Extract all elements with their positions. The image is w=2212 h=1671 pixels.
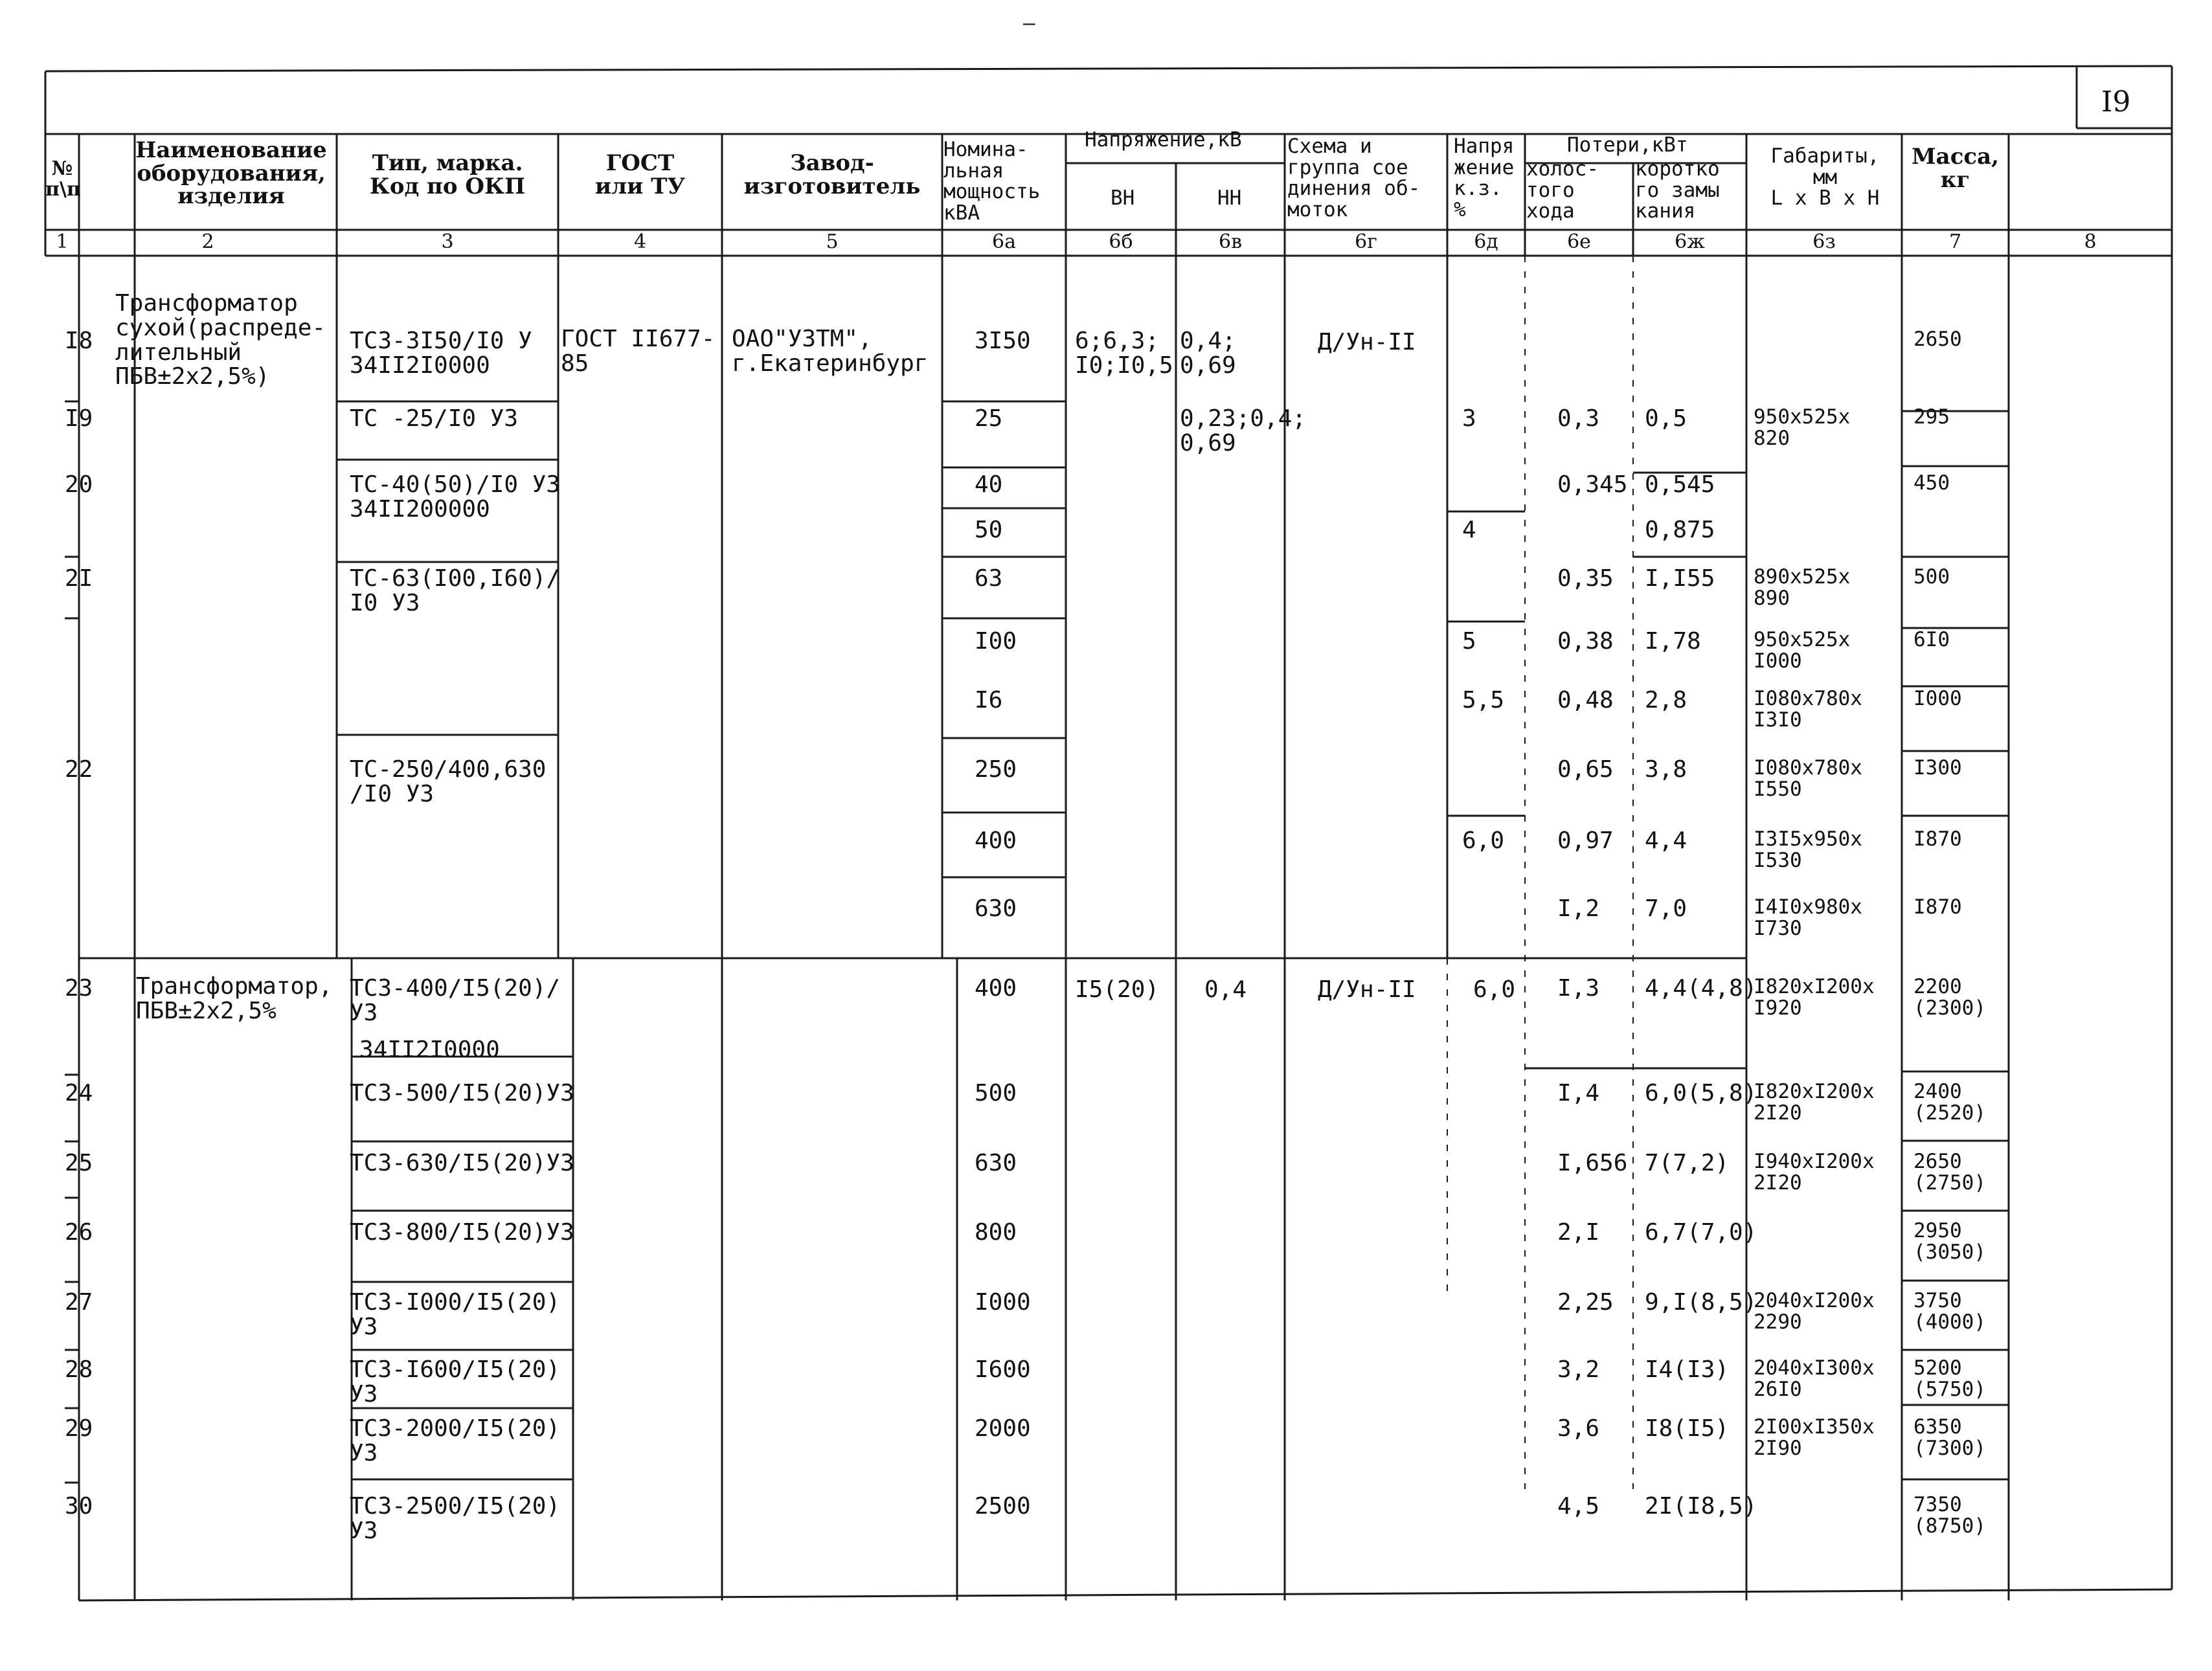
row-mass: 2200 (2300) <box>1913 975 1986 1020</box>
column-number: 6д <box>1474 230 1498 253</box>
header-number: № п\п <box>45 157 81 201</box>
header-voltage: Напряжение,кВ <box>1085 128 1242 151</box>
row-p0: I,656 <box>1557 1150 1628 1176</box>
row-p0: I,3 <box>1557 975 1600 1002</box>
group2-name: Трансформатор, ПБВ±2х2,5% <box>136 973 333 1024</box>
row-dimensions: I3I5х950х I530 <box>1754 827 1862 872</box>
group2-vn: I5(20) <box>1075 976 1160 1003</box>
column-number: 6г <box>1355 230 1377 253</box>
column-number: 5 <box>826 230 839 253</box>
row-dimensions: I940хI200х 2I20 <box>1754 1150 1875 1194</box>
row-mass: I300 <box>1913 756 1962 779</box>
row-pk: 7(7,2) <box>1645 1150 1730 1176</box>
row-dimensions: 950х525х 820 <box>1754 405 1851 450</box>
row-power: I00 <box>975 628 1017 655</box>
row-uk: 4 <box>1462 517 1476 543</box>
header-scheme: Схема и группа сое динения об- моток <box>1287 135 1421 221</box>
header-p0: холос- того хода <box>1526 157 1599 223</box>
header-mass: Масса, кг <box>1912 144 1999 193</box>
row-number: 20 <box>65 471 93 498</box>
row-dimensions: 890х525х 890 <box>1754 565 1851 610</box>
row-dimensions: I080х780х I3I0 <box>1754 687 1862 732</box>
row-power: 630 <box>975 1150 1017 1176</box>
top-mark: – <box>1023 12 1035 35</box>
page-number: I9 <box>2101 85 2131 118</box>
row-code: 34II2I0000 <box>359 1037 500 1063</box>
row-power: 400 <box>975 827 1017 854</box>
column-number: 6а <box>992 230 1016 253</box>
row-uk: 5,5 <box>1462 687 1505 713</box>
row-type: ТС-40(50)/I0 УЗ 34II200000 <box>350 471 561 522</box>
row-power: 63 <box>975 565 1003 592</box>
row-pk: 6,0(5,8) <box>1645 1080 1757 1106</box>
row-number: I8 <box>65 328 93 354</box>
row-p0: 0,97 <box>1557 827 1614 854</box>
column-number: 6в <box>1219 230 1242 253</box>
row-mass: 450 <box>1913 471 1950 495</box>
group1-scheme: Д/Ун-II <box>1318 329 1416 355</box>
row-power: 630 <box>975 895 1017 922</box>
row-dimensions: I820хI200х I920 <box>1754 975 1875 1020</box>
row-pk: I4(I3) <box>1645 1356 1730 1383</box>
row-nn: 0,23;0,4; 0,69 <box>1180 405 1307 456</box>
row-p0: 0,48 <box>1557 687 1614 713</box>
row-number: 30 <box>65 1493 93 1520</box>
row-power: 50 <box>975 517 1003 543</box>
row-mass: 2650 (2750) <box>1913 1150 1986 1194</box>
row-mass: 2400 (2520) <box>1913 1080 1986 1125</box>
row-mass: 2950 (3050) <box>1913 1219 1986 1264</box>
header-name: Наименование оборудования, изделия <box>135 137 327 210</box>
column-number: 3 <box>441 230 454 253</box>
group2-scheme: Д/Ун-II <box>1318 976 1416 1003</box>
row-mass: I000 <box>1913 687 1962 710</box>
row-mass: 500 <box>1913 565 1950 589</box>
header-dimensions: Габариты, мм L x B x H <box>1770 144 1880 210</box>
row-mass: 5200 (5750) <box>1913 1356 1986 1401</box>
row-number: 26 <box>65 1219 93 1246</box>
row-pk: 4,4 <box>1645 827 1687 854</box>
group1-manufacturer: ОАО"УЗТМ", г.Екатеринбург <box>732 326 929 377</box>
row-power: 2500 <box>975 1493 1031 1520</box>
column-number: 1 <box>56 230 69 253</box>
row-dimensions: 2040хI300х 26I0 <box>1754 1356 1875 1401</box>
row-pk: 9,I(8,5) <box>1645 1289 1757 1316</box>
header-nn: НН <box>1217 186 1242 210</box>
row-mass: I870 <box>1913 827 1962 851</box>
row-type: ТС-250/400,630 /I0 УЗ <box>350 756 547 807</box>
row-nn: 0,4; 0,69 <box>1180 328 1236 379</box>
row-type: ТСЗ-2500/I5(20) УЗ <box>350 1493 561 1544</box>
group1-gost: ГОСТ II677- 85 <box>561 326 716 377</box>
header-gost: ГОСТ или ТУ <box>594 150 686 199</box>
row-dimensions: I080х780х I550 <box>1754 756 1862 801</box>
row-pk: 0,875 <box>1645 517 1715 543</box>
row-pk: 7,0 <box>1645 895 1687 922</box>
row-number: 22 <box>65 756 93 783</box>
row-mass: 3750 (4000) <box>1913 1289 1986 1334</box>
column-number: 2 <box>201 230 214 253</box>
row-power: 3I50 <box>975 328 1031 354</box>
row-dimensions: 2040хI200х 2290 <box>1754 1289 1875 1334</box>
row-pk: 6,7(7,0) <box>1645 1219 1757 1246</box>
row-mass: 6350 (7300) <box>1913 1415 1986 1460</box>
row-dimensions: I820хI200х 2I20 <box>1754 1080 1875 1125</box>
row-power: 800 <box>975 1219 1017 1246</box>
column-number: 7 <box>1948 230 1962 253</box>
row-mass: I870 <box>1913 895 1962 919</box>
row-power: 2000 <box>975 1415 1031 1442</box>
row-pk: 3,8 <box>1645 756 1687 783</box>
row-pk: I,I55 <box>1645 565 1715 592</box>
row-dimensions: I4I0х980х I730 <box>1754 895 1862 940</box>
row-p0: 4,5 <box>1557 1493 1600 1520</box>
row-p0: 0,345 <box>1557 471 1628 498</box>
header-losses: Потери,кВт <box>1567 133 1688 157</box>
row-p0: I,2 <box>1557 895 1600 922</box>
row-power: 500 <box>975 1080 1017 1106</box>
row-uk: 3 <box>1462 405 1476 432</box>
row-pk: 0,5 <box>1645 405 1687 432</box>
row-type: ТСЗ-400/I5(20)/ УЗ <box>350 975 561 1026</box>
row-pk: I,78 <box>1645 628 1701 655</box>
row-vn: 6;6,3; I0;I0,5 <box>1075 328 1173 379</box>
column-number: 6ж <box>1675 230 1705 253</box>
row-type: ТСЗ-630/I5(20)УЗ <box>350 1150 574 1176</box>
row-p0: 0,3 <box>1557 405 1600 432</box>
row-type: ТСЗ-3I50/I0 У 34II2I0000 <box>350 328 532 379</box>
row-number: 23 <box>65 975 93 1002</box>
row-type: ТСЗ-I600/I5(20) УЗ <box>350 1356 561 1407</box>
row-p0: 3,6 <box>1557 1415 1600 1442</box>
row-power: 25 <box>975 405 1003 432</box>
row-pk: I8(I5) <box>1645 1415 1730 1442</box>
header-pk: коротко го замы кания <box>1635 157 1720 223</box>
row-pk: 2,8 <box>1645 687 1687 713</box>
header-uk: Напря жение к.з. % <box>1454 135 1515 221</box>
row-p0: I,4 <box>1557 1080 1600 1106</box>
header-vn: ВН <box>1111 186 1135 210</box>
row-power: 400 <box>975 975 1017 1002</box>
row-number: 29 <box>65 1415 93 1442</box>
group2-nn: 0,4 <box>1204 976 1247 1003</box>
row-power: I000 <box>975 1289 1031 1316</box>
row-power: I6 <box>975 687 1003 713</box>
row-dimensions: 950х525х I000 <box>1754 628 1851 673</box>
group2-uk: 6,0 <box>1473 976 1516 1003</box>
row-mass: 295 <box>1913 405 1950 429</box>
row-number: 2I <box>65 565 93 592</box>
row-power: 250 <box>975 756 1017 783</box>
row-number: 24 <box>65 1080 93 1106</box>
row-p0: 2,25 <box>1557 1289 1614 1316</box>
group1-name: Трансформатор сухой(распреде- лительный ПБВ±2х2,5%) <box>115 290 326 390</box>
row-p0: 0,35 <box>1557 565 1614 592</box>
row-type: ТС -25/I0 УЗ <box>350 405 519 432</box>
row-dimensions: 2I00хI350х 2I90 <box>1754 1415 1875 1460</box>
row-number: 27 <box>65 1289 93 1316</box>
header-type: Тип, марка. Код по ОКП <box>369 150 526 199</box>
row-p0: 2,I <box>1557 1219 1600 1246</box>
row-p0: 0,65 <box>1557 756 1614 783</box>
column-number: 4 <box>633 230 647 253</box>
column-number: 8 <box>2084 230 2097 253</box>
row-pk: 2I(I8,5) <box>1645 1493 1757 1520</box>
row-number: 28 <box>65 1356 93 1383</box>
row-mass: 6I0 <box>1913 628 1950 651</box>
row-type: ТС-63(I00,I60)/ I0 УЗ <box>350 565 561 616</box>
row-pk: 0,545 <box>1645 471 1715 498</box>
row-pk: 4,4(4,8) <box>1645 975 1757 1002</box>
row-type: ТСЗ-800/I5(20)УЗ <box>350 1219 574 1246</box>
row-mass: 2650 <box>1913 328 1962 351</box>
row-type: ТСЗ-2000/I5(20) УЗ <box>350 1415 561 1466</box>
row-number: 25 <box>65 1150 93 1176</box>
row-uk: 5 <box>1462 628 1476 655</box>
header-power: Номина- льная мощность кВА <box>943 138 1041 225</box>
row-p0: 3,2 <box>1557 1356 1600 1383</box>
row-p0: 0,38 <box>1557 628 1614 655</box>
row-type: ТСЗ-500/I5(20)УЗ <box>350 1080 574 1106</box>
header-manufacturer: Завод- изготовитель <box>743 150 921 199</box>
row-type: ТСЗ-I000/I5(20) УЗ <box>350 1289 561 1340</box>
row-power: 40 <box>975 471 1003 498</box>
row-power: I600 <box>975 1356 1031 1383</box>
row-uk: 6,0 <box>1462 827 1505 854</box>
column-number: 6з <box>1812 230 1836 253</box>
column-number: 6е <box>1567 230 1591 253</box>
row-number: I9 <box>65 405 93 432</box>
column-number: 6б <box>1109 230 1133 253</box>
row-mass: 7350 (8750) <box>1913 1493 1986 1538</box>
